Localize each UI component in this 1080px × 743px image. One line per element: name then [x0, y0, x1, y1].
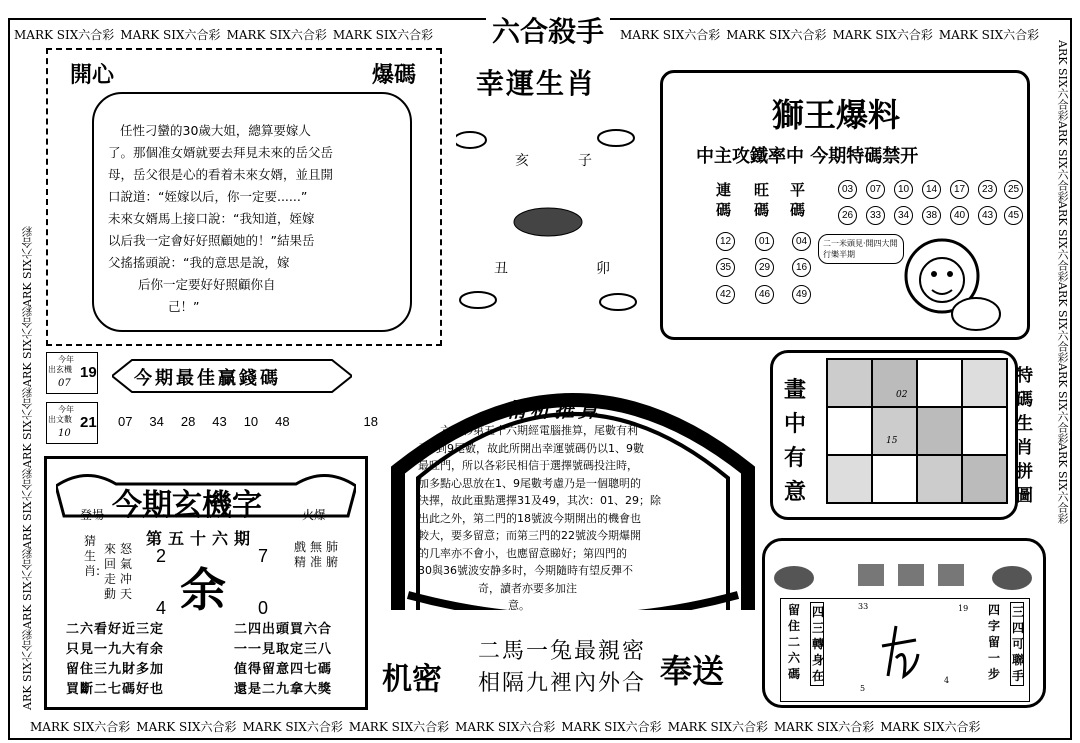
mystery-right-poem-2: 無准 — [310, 540, 323, 569]
center-title: 精析推算 — [506, 398, 602, 422]
banned-num: 43 — [978, 206, 997, 225]
mystery-left-label: 猜生肖: — [84, 534, 101, 578]
zodiac-char-4: 卯 — [596, 261, 610, 277]
lion-header-2: 旺碼 — [754, 181, 770, 219]
lion-bubble: 二一米頭見·開四大開行樂半期 — [818, 234, 904, 264]
treasure-col-1: 留住二六碼 — [788, 603, 801, 681]
banned-num: 17 — [950, 180, 969, 199]
mystery-num-1: 2 — [156, 546, 167, 566]
lion-illustration — [898, 236, 1002, 332]
zodiac-char-3: 丑 — [494, 261, 508, 277]
lion-num: 01 — [755, 232, 774, 251]
lion-num: 16 — [792, 258, 811, 277]
mystery-title: 今期玄機字 — [112, 488, 262, 523]
zodiac-wheel — [456, 110, 656, 330]
puzzle-right-label: 特碼生肖拼圖 — [1016, 366, 1033, 506]
secret-tag: 机密 — [382, 662, 442, 697]
best-row2-label-bottom: 出文數 — [48, 415, 72, 424]
banned-num: 25 — [1004, 180, 1023, 199]
best-row1-label-bottom: 出玄機 — [48, 365, 72, 374]
top-mark-strip: MARK SIX六合彩 MARK SIX六合彩 MARK SIX六合彩 MARK SIX六合彩 — [14, 28, 434, 42]
mystery-right-poem-3: 肺腑 — [326, 540, 339, 569]
puzzle-num-2: 15 — [886, 436, 898, 446]
treasure-num-1: 33 — [858, 602, 869, 611]
left-mark-strip: ARK SIX六合彩 ARK SIX六合彩 ARK SIX六合彩 ARK SIX六合彩 ARK SIX六合彩 ARK SIX六合彩 — [21, 226, 34, 710]
best-title: 今期最佳贏錢碼 — [134, 368, 281, 389]
best-row1-period: 07 — [58, 378, 71, 389]
banned-num: 14 — [922, 180, 941, 199]
treasure-num-2: 19 — [958, 604, 969, 613]
page-subtitle: 幸運生肖 — [476, 67, 597, 100]
banned-num: 26 — [838, 206, 857, 225]
treasure-clock — [838, 606, 958, 696]
lion-header-3: 平碼 — [790, 181, 806, 219]
mystery-num-3: 4 — [156, 598, 167, 618]
mystery-right-tag: 火爆 — [302, 508, 327, 522]
best-row1-label-top: 今年 — [58, 355, 74, 364]
mystery-verse-left: 二六看好近三定 只見一九大有余 留住三九財多加 買斷二七碼好也 — [66, 622, 165, 697]
banned-num: 23 — [978, 180, 997, 199]
bottom-mark-strip: MARK SIX六合彩 MARK SIX六合彩 MARK SIX六合彩 MARK SIX六合彩 MARK SIX六合彩 MARK SIX六合彩 MARK SIX六合彩 MARK SIX六合彩 MARK SIX六合彩 — [30, 720, 981, 734]
best-numbers: 07 34 28 43 10 48 18 — [118, 414, 378, 429]
lion-num: 49 — [792, 285, 811, 304]
top-mark-strip-right: MARK SIX六合彩 MARK SIX六合彩 MARK SIX六合彩 MARK SIX六合彩 — [620, 28, 1040, 42]
lion-header-1: 連碼 — [716, 181, 732, 219]
story-text: 任性刁蠻的30歲大姐，總算要嫁人 了。那個准女婿就要去拜見未來的岳父岳 母，岳父很是心的看着未來女婿，並且開 口說道：“姪嫁以后，你一定要......” 未來女婿馬上接口說：“我知道，姪嫁 以后我一定會好好照顧她的！”結果岳 父搖搖頭說：“我的意思是說，嫁 后你一定要好好照顧你自 己！” — [108, 123, 334, 314]
secret-gift: 奉送 — [660, 652, 725, 690]
treasure-num-4: 4 — [944, 676, 950, 685]
mystery-right-poem-1: 戲精 — [294, 540, 307, 569]
lion-num: 29 — [755, 258, 774, 277]
puzzle-grid — [826, 358, 1008, 504]
banned-num: 33 — [866, 206, 885, 225]
lion-num: 42 — [716, 285, 735, 304]
best-row1-num: 19 — [80, 364, 97, 381]
page-title: 六合殺手 — [486, 10, 610, 50]
mystery-left-tag: 登場 — [80, 508, 105, 522]
mystery-left-poem-2: 怒氣冲天 — [120, 542, 133, 601]
secret-line-2: 相隔九裡內外合 — [478, 671, 647, 696]
lion-subtitle: 中主攻鐵率中 今期特碼禁开 — [696, 146, 919, 167]
lion-num: 46 — [755, 285, 774, 304]
treasure-decor — [772, 550, 1034, 594]
banned-num: 10 — [894, 180, 913, 199]
mystery-num-2: 7 — [258, 546, 269, 566]
banned-num: 07 — [866, 180, 885, 199]
mystery-num-4: 0 — [258, 598, 269, 618]
puzzle-left-label: 畫中有意 — [784, 378, 807, 505]
treasure-col-3: 三四可聯手 — [1010, 602, 1024, 686]
banned-num: 38 — [922, 206, 941, 225]
lion-num: 12 — [716, 232, 735, 251]
banned-num: 40 — [950, 206, 969, 225]
mystery-left-poem-1: 來回走動 — [104, 542, 117, 601]
treasure-col-2: 四三轉身在 — [810, 602, 824, 686]
lion-num: 35 — [716, 258, 735, 277]
banned-num: 45 — [1004, 206, 1023, 225]
center-text: 六合彩第五十六期經電腦推算，尾數有利 于1到9尾數，故此所開出幸運號碼仍以1、9數 最旺門，所以各彩民相信于選擇號碼投注時， 加多點心思放在1、9尾數考慮乃是一個聰明的 決擇，故此重點選擇31及49，其次：01、29；除 出此之外，第二門的18號波今期開出的機會也 較大，要多留意；而第三門的22號波今期爆開 的几率亦不會小，也應留意睇好；第四門的 30與36號波安静多时，今期隨時有望反彈不 奇，讀者亦要多加注 意。 — [418, 424, 661, 612]
lion-num: 04 — [792, 232, 811, 251]
mystery-verse-right: 二四出頭買六合 一一見取定三八 值得留意四七碼 還是二九拿大獎 — [234, 622, 333, 697]
treasure-num-3: 5 — [860, 684, 866, 693]
best-row2-period: 10 — [58, 428, 71, 439]
lion-title: 獅王爆料 — [772, 96, 901, 134]
story-right-title: 爆碼 — [372, 63, 417, 88]
best-row2-num: 21 — [80, 414, 97, 431]
zodiac-char-2: 子 — [578, 153, 592, 169]
best-row2-label-top: 今年 — [58, 405, 74, 414]
banned-num: 34 — [894, 206, 913, 225]
mystery-issue: 第五十六期 — [146, 529, 257, 548]
banned-num: 03 — [838, 180, 857, 199]
mystery-char: 余 — [180, 563, 226, 617]
treasure-col-4: 四字留一步 — [988, 603, 1001, 681]
story-left-title: 開心 — [70, 63, 115, 88]
right-mark-strip: ARK SIX六合彩 ARK SIX六合彩 ARK SIX六合彩 ARK SIX六合彩 ARK SIX六合彩 ARK SIX六合彩 — [1056, 40, 1069, 524]
secret-line-1: 二馬一兔最親密 — [478, 639, 647, 664]
puzzle-num-1: 02 — [896, 390, 908, 400]
zodiac-char-1: 亥 — [515, 153, 529, 169]
